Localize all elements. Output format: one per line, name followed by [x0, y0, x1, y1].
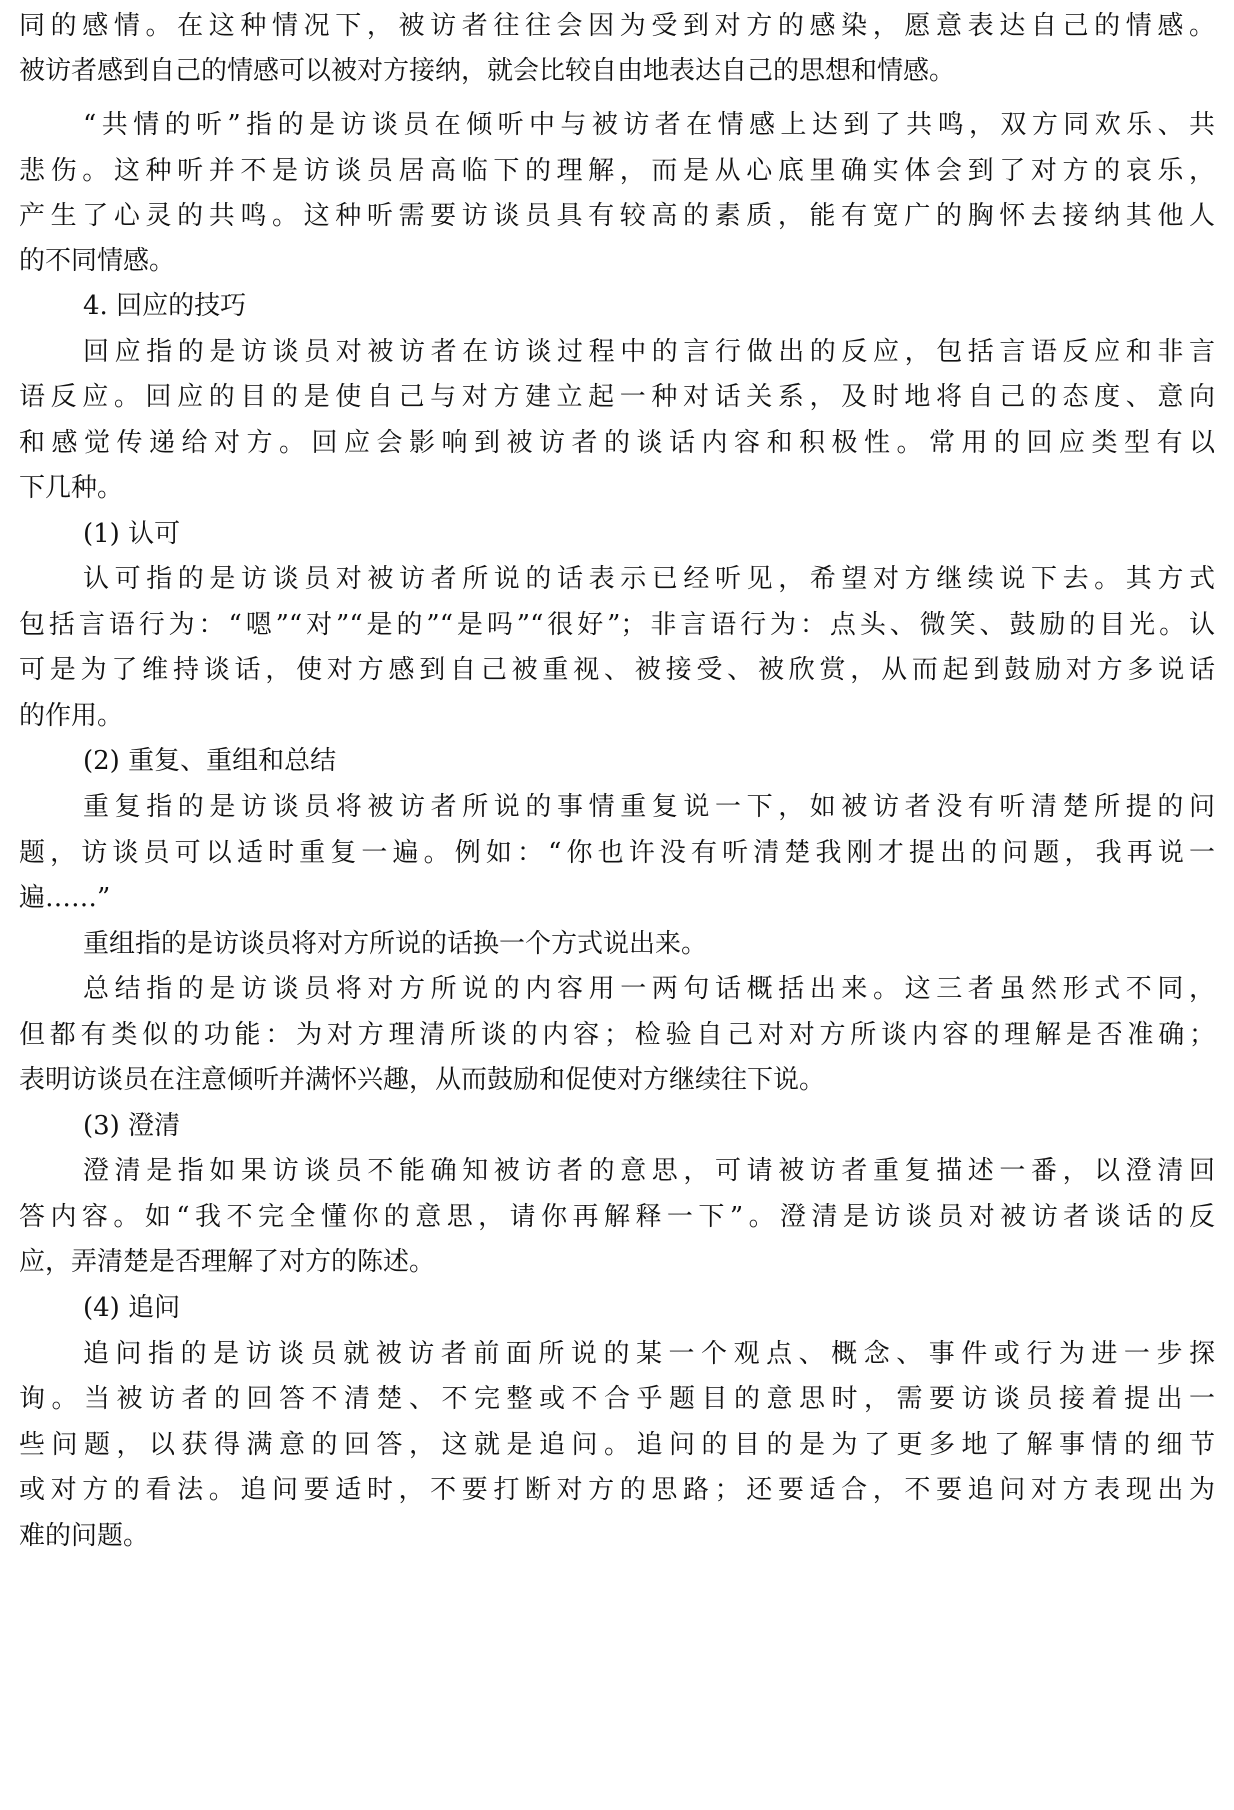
text-line: 和感觉传递给对方。回应会影响到被访者的谈话内容和积极性。常用的回应类型有以 [19, 428, 1215, 458]
text-line: 下几种。 [19, 473, 124, 503]
subsection-heading: (3) 澄清 [83, 1111, 181, 1141]
text-line: 的不同情感。 [19, 246, 176, 276]
text-line: 重组指的是访谈员将对方所说的话换一个方式说出来。 [83, 929, 708, 959]
text-line: 同的感情。在这种情况下，被访者往往会因为受到对方的感染，愿意表达自己的情感。 [19, 11, 1215, 41]
text-line: 语反应。回应的目的是使自己与对方建立起一种对话关系，及时地将自己的态度、意向 [19, 382, 1215, 412]
text-line: 被访者感到自己的情感可以被对方接纳，就会比较自由地表达自己的思想和情感。 [19, 56, 956, 86]
text-line: 应，弄清楚是否理解了对方的陈述。 [19, 1247, 436, 1277]
text-line: 难的问题。 [19, 1521, 150, 1551]
text-line: 悲伤。这种听并不是访谈员居高临下的理解，而是从心底里确实体会到了对方的哀乐， [19, 156, 1215, 186]
text-line: “共情的听”指的是访谈员在倾听中与被访者在情感上达到了共鸣，双方同欢乐、共 [83, 110, 1215, 140]
text-line: 产生了心灵的共鸣。这种听需要访谈员具有较高的素质，能有宽广的胸怀去接纳其他人 [19, 201, 1215, 231]
text-line: 回应指的是访谈员对被访者在访谈过程中的言行做出的反应，包括言语反应和非言 [83, 337, 1215, 367]
text-line: 澄清是指如果访谈员不能确知被访者的意思，可请被访者重复描述一番，以澄清回 [83, 1156, 1215, 1186]
subsection-heading: (4) 追问 [83, 1293, 181, 1323]
text-line: 总结指的是访谈员将对方所说的内容用一两句话概括出来。这三者虽然形式不同， [83, 974, 1215, 1004]
text-line: 遍……” [19, 883, 111, 913]
subsection-heading: (1) 认可 [83, 519, 181, 549]
section-heading: 4. 回应的技巧 [83, 291, 247, 321]
text-line: 的作用。 [19, 701, 124, 731]
text-line: 询。当被访者的回答不清楚、不完整或不合乎题目的意思时，需要访谈员接着提出一 [19, 1384, 1215, 1414]
text-line: 追问指的是访谈员就被访者前面所说的某一个观点、概念、事件或行为进一步探 [83, 1339, 1215, 1369]
subsection-heading: (2) 重复、重组和总结 [83, 746, 337, 776]
text-line: 但都有类似的功能：为对方理清所谈的内容；检验自己对对方所谈内容的理解是否准确； [19, 1020, 1215, 1050]
text-line: 些问题，以获得满意的回答，这就是追问。追问的目的是为了更多地了解事情的细节 [19, 1430, 1215, 1460]
text-line: 或对方的看法。追问要适时，不要打断对方的思路；还要适合，不要追问对方表现出为 [19, 1475, 1215, 1505]
text-line: 答内容。如“我不完全懂你的意思，请你再解释一下”。澄清是访谈员对被访者谈话的反 [19, 1202, 1215, 1232]
text-line: 认可指的是访谈员对被访者所说的话表示已经听见，希望对方继续说下去。其方式 [83, 564, 1215, 594]
text-line: 题，访谈员可以适时重复一遍。例如：“你也许没有听清楚我刚才提出的问题，我再说一 [19, 838, 1215, 868]
text-line: 可是为了维持谈话，使对方感到自己被重视、被接受、被欣赏，从而起到鼓励对方多说话 [19, 655, 1215, 685]
text-line: 表明访谈员在注意倾听并满怀兴趣，从而鼓励和促使对方继续往下说。 [19, 1065, 826, 1095]
text-line: 重复指的是访谈员将被访者所说的事情重复说一下，如被访者没有听清楚所提的问 [83, 792, 1215, 822]
text-line: 包括言语行为：“嗯”“对”“是的”“是吗”“很好”；非言语行为：点头、微笑、鼓励的目光。认 [19, 610, 1215, 640]
